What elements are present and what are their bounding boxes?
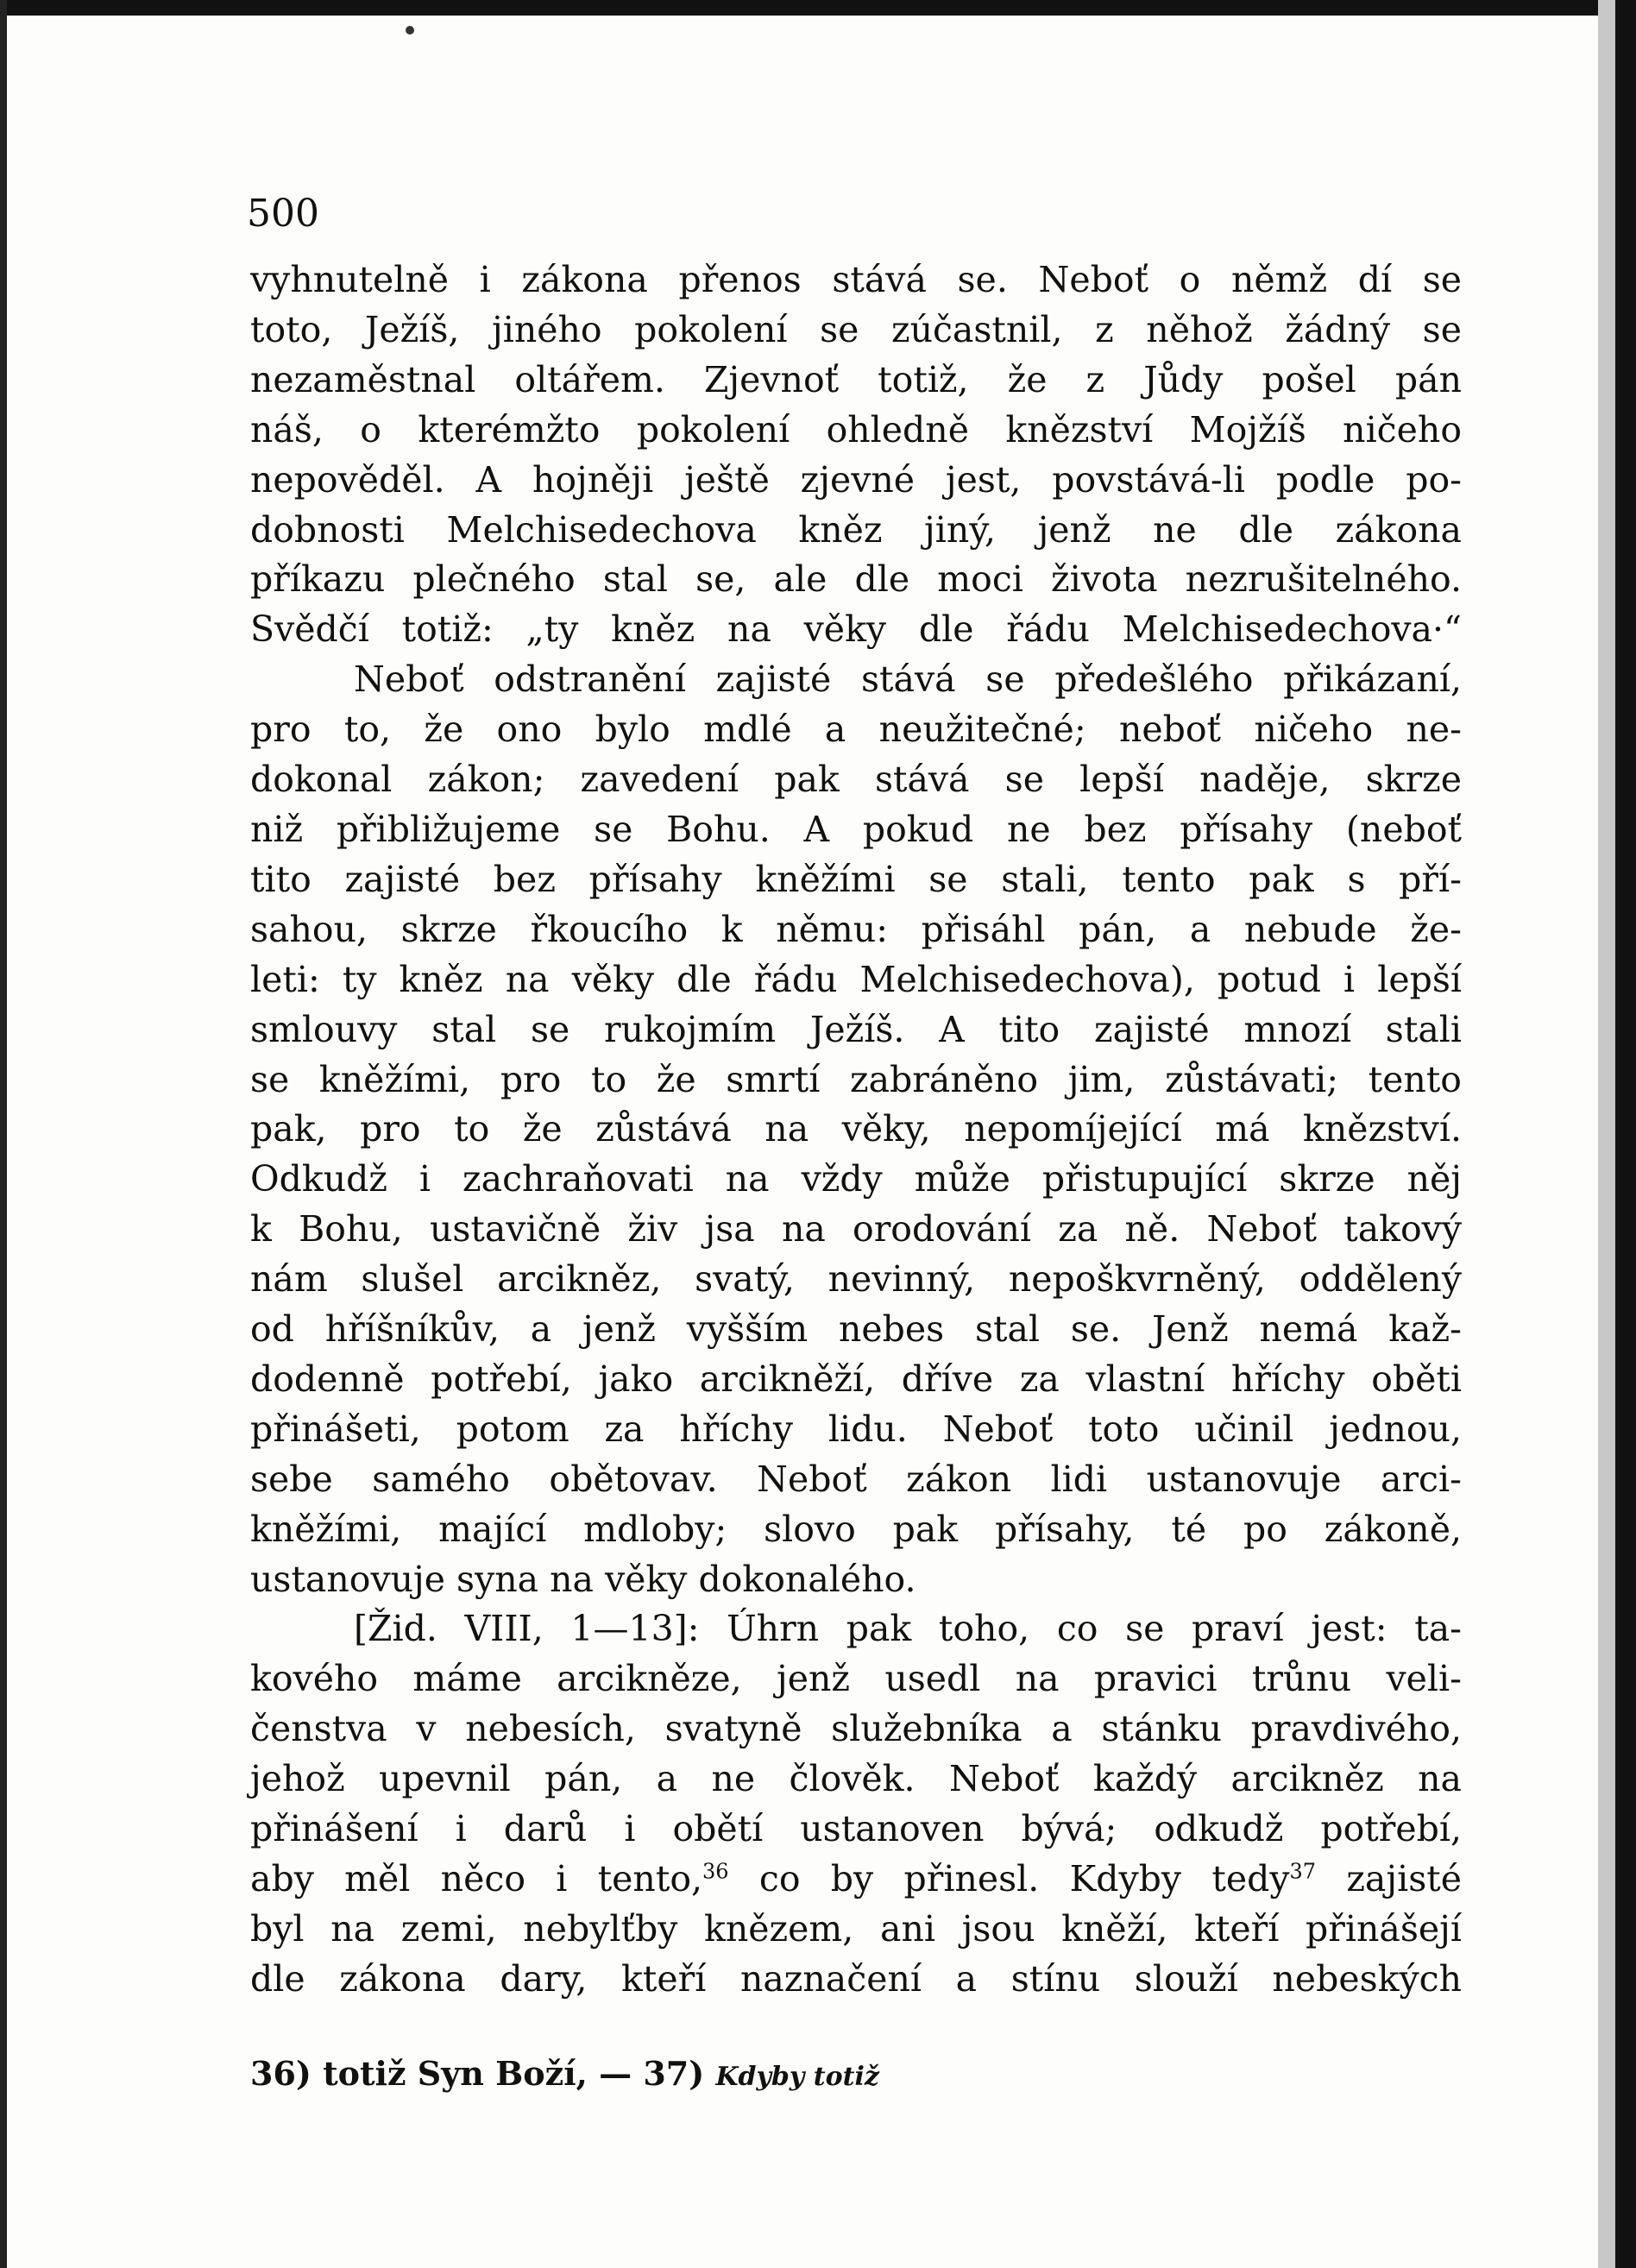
text-line: přinášeti, potom za hříchy lidu. Neboť toto učinil jednou, xyxy=(250,1408,1462,1450)
text-line: leti: ty kněz na věky dle řádu Melchisedechova), potud i lepší xyxy=(250,958,1462,1000)
footnote-text-italic: Kdyby totiž xyxy=(715,2062,879,2092)
text-line: Neboť odstranění zajisté stává se předešlého přikázaní, xyxy=(354,658,1462,701)
text-line: dle zákona dary, kteří naznačení a stínu slouží nebeských xyxy=(250,1957,1462,2000)
text-line: Odkudž i zachraňovati na vždy může přistupující skrze něj xyxy=(250,1158,1462,1200)
text-line: ustanovuje syna na věky dokonalého. xyxy=(250,1558,916,1600)
text-line: sahou, skrze řkoucího k němu: přisáhl pán, a nebude že- xyxy=(250,908,1462,950)
text-line: se kněžími, pro to že smrtí zabráněno jim, zůstávati; tento xyxy=(250,1058,1462,1100)
text-line: byl na zemi, nebylťby knězem, ani jsou kněží, kteří přinášejí xyxy=(250,1907,1462,1950)
text-line: pak, pro to že zůstává na věky, nepomíjející má knězství. xyxy=(250,1108,1462,1150)
text-line: Svědčí totiž: „ty kněz na věky dle řádu Melchisedechova·“ xyxy=(250,608,1462,651)
text-line: dodenně potřebí, jako arcikněží, dříve za vlastní hříchy oběti xyxy=(250,1358,1462,1400)
text-line: pro to, že ono bylo mdlé a neužitečné; neboť ničeho ne- xyxy=(250,709,1462,751)
scan-edge-right-shadow xyxy=(1598,0,1615,2268)
scan-edge-right xyxy=(1615,0,1636,2268)
scan-speck xyxy=(406,26,414,35)
scan-edge-top xyxy=(0,0,1636,16)
footnote-ref: 37 xyxy=(1289,1859,1317,1884)
text-segment: zajisté xyxy=(1316,1858,1462,1899)
text-line: nepověděl. A hojněji ještě zjevné jest, povstává-li podle po- xyxy=(250,458,1462,501)
text-line: toto, Ježíš, jiného pokolení se zúčastnil, z něhož žádný se xyxy=(250,308,1462,350)
text-line: k Bohu, ustavičně živ jsa na orodování za ně. Neboť takový xyxy=(250,1208,1462,1251)
text-line: přinášení i darů i obětí ustanoven bývá; odkudž potřebí, xyxy=(250,1808,1462,1850)
text-line: čenstva v nebesích, svatyně služebníka a stánku pravdivého, xyxy=(250,1708,1462,1750)
page-number: 500 xyxy=(247,192,319,236)
text-line: nám slušel arcikněz, svatý, nevinný, nepoškvrněný, oddělený xyxy=(250,1258,1462,1301)
text-line: tito zajisté bez přísahy kněžími se stali, tento pak s pří- xyxy=(250,858,1462,900)
text-line: jehož upevnil pán, a ne člověk. Neboť každý arcikněz na xyxy=(250,1758,1462,1800)
text-line: dokonal zákon; zavedení pak stává se lepší naděje, skrze xyxy=(250,759,1462,801)
text-line-with-notes xyxy=(250,1855,1462,1905)
text-segment: co by přinesl. Kdyby tedy xyxy=(728,1858,1290,1899)
text-line: kového máme arcikněze, jenž usedl na pravici trůnu veli- xyxy=(250,1658,1462,1700)
text-line: příkazu plečného stal se, ale dle moci života nezrušitelného. xyxy=(250,558,1462,601)
text-line: niž přibližujeme se Bohu. A pokud ne bez přísahy (neboť xyxy=(250,808,1462,850)
footnote-ref: 36 xyxy=(702,1859,729,1884)
text-segment: aby měl něco i tento, xyxy=(250,1858,703,1899)
text-line: nezaměstnal oltářem. Zjevnoť totiž, že z Jůdy pošel pán xyxy=(250,358,1462,400)
text-line: kněžími, mající mdloby; slovo pak přísahy, té po zákoně, xyxy=(250,1508,1462,1550)
text-line: dobnosti Melchisedechova kněz jiný, jenž ne dle zákona xyxy=(250,508,1462,551)
text-line: [Žid. VIII, 1—13]: Úhrn pak toho, co se praví jest: ta- xyxy=(354,1608,1462,1650)
text-line: vyhnutelně i zákona přenos stává se. Neboť o němž dí se xyxy=(250,259,1462,300)
footnote xyxy=(250,2054,1462,2093)
footnote-text: 36) totiž Syn Boží, — 37) xyxy=(250,2054,705,2093)
text-line: od hříšníkův, a jenž vyšším nebes stal se. Jenž nemá kaž- xyxy=(250,1308,1462,1351)
text-line: náš, o kterémžto pokolení ohledně knězství Mojžíš ničeho xyxy=(250,408,1462,450)
body-text xyxy=(250,255,1462,2005)
scan-edge-left xyxy=(0,0,7,2268)
text-line: smlouvy stal se rukojmím Ježíš. A tito zajisté mnozí stali xyxy=(250,1008,1462,1050)
text-line: sebe samého obětovav. Neboť zákon lidi ustanovuje arci- xyxy=(250,1458,1462,1500)
